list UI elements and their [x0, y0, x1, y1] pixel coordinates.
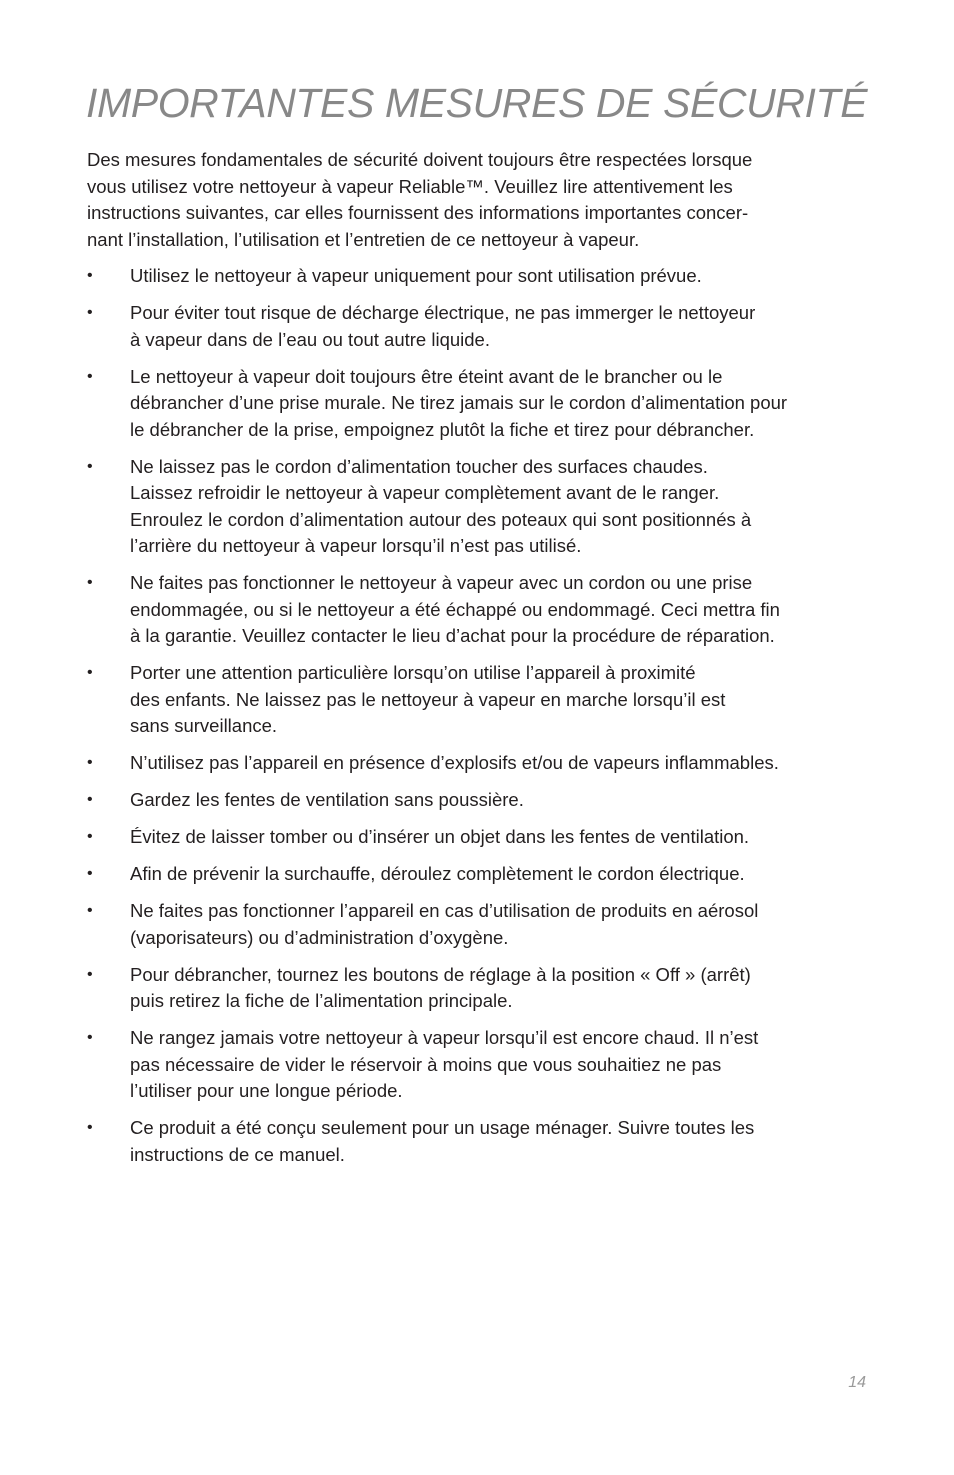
bullet-icon: •	[87, 754, 93, 771]
bullet-line: puis retirez la fiche de l’alimentation principale.	[130, 990, 513, 1011]
safety-bullet-item	[87, 898, 907, 951]
bullet-line: Ne faites pas fonctionner l’appareil en cas d’utilisation de produits en aérosol	[130, 900, 759, 921]
bullet-text	[130, 300, 907, 353]
safety-bullet-item	[87, 962, 907, 1015]
intro-line: nant l’installation, l’utilisation et l’entretien de ce nettoyeur à vapeur.	[87, 228, 640, 250]
bullet-icon: •	[87, 902, 93, 919]
bullet-text	[130, 1025, 907, 1105]
intro-line: vous utilisez votre nettoyeur à vapeur Reliable™. Veuillez lire attentivement les	[87, 175, 733, 197]
bullet-text	[130, 861, 907, 888]
bullet-line: instructions de ce manuel.	[130, 1143, 345, 1165]
bullet-text	[130, 570, 907, 650]
bullet-text	[130, 364, 907, 444]
bullet-line: Gardez les fentes de ventilation sans poussière.	[130, 789, 524, 810]
safety-bullet-item	[87, 824, 907, 851]
intro-line: instructions suivantes, car elles fournissent des informations importantes concer-	[87, 202, 749, 223]
bullet-line: (vaporisateurs) ou d’administration d’oxygène.	[130, 926, 509, 948]
bullet-line: Ce produit a été conçu seulement pour un usage ménager. Suivre toutes les	[130, 1117, 755, 1138]
safety-bullet-item	[87, 861, 907, 888]
bullet-line: endommagée, ou si le nettoyeur a été échappé ou endommagé. Ceci mettra fin	[130, 598, 780, 620]
bullet-line: à la garantie. Veuillez contacter le lieu d’achat pour la procédure de réparation.	[130, 625, 775, 646]
bullet-icon: •	[87, 791, 93, 808]
bullet-icon: •	[87, 367, 93, 385]
bullet-icon: •	[87, 865, 93, 882]
safety-bullet-item	[87, 750, 907, 777]
safety-bullet-item	[87, 1115, 907, 1168]
bullet-line: Pour éviter tout risque de décharge électrique, ne pas immerger le nettoyeur	[130, 302, 756, 323]
bullet-line: N’utilisez pas l’appareil en présence d’explosifs et/ou de vapeurs inflammables.	[130, 752, 779, 773]
bullet-line: l’arrière du nettoyeur à vapeur lorsqu’il n’est pas utilisé.	[130, 535, 582, 556]
bullet-text	[130, 750, 907, 777]
bullet-icon: •	[87, 664, 93, 681]
bullet-icon: •	[87, 965, 93, 983]
safety-bullet-item	[87, 263, 907, 290]
intro-line: Des mesures fondamentales de sécurité doivent toujours être respectées lorsque	[87, 149, 753, 170]
bullet-line: Utilisez le nettoyeur à vapeur uniquement pour sont utilisation prévue.	[130, 265, 702, 286]
bullet-icon: •	[87, 457, 93, 475]
bullet-line: Pour débrancher, tournez les boutons de réglage à la position « Off » (arrêt)	[130, 963, 751, 985]
bullet-text	[130, 898, 907, 951]
bullet-line: Ne laissez pas le cordon d’alimentation toucher des surfaces chaudes.	[130, 455, 708, 477]
safety-bullet-item	[87, 570, 907, 650]
bullet-line: débrancher d’une prise murale. Ne tirez jamais sur le cordon d’alimentation pour	[130, 392, 788, 413]
bullet-line: Ne rangez jamais votre nettoyeur à vapeur lorsqu’il est encore chaud. Il n’est	[130, 1027, 759, 1048]
bullet-line: Afin de prévenir la surchauffe, déroulez complètement le cordon électrique.	[130, 863, 745, 884]
bullet-line: Évitez de laisser tomber ou d’insérer un objet dans les fentes de ventilation.	[130, 826, 750, 847]
bullet-line: sans surveillance.	[130, 715, 278, 736]
bullet-text	[130, 454, 907, 560]
safety-bullet-item	[87, 660, 907, 740]
bullet-line: Laissez refroidir le nettoyeur à vapeur complètement avant de le ranger.	[130, 482, 720, 503]
bullet-text	[130, 787, 907, 814]
bullet-icon: •	[87, 1029, 93, 1046]
bullet-text	[130, 1115, 907, 1168]
bullet-icon: •	[87, 1119, 93, 1136]
bullet-line: le débrancher de la prise, empoignez plutôt la fiche et tirez pour débrancher.	[130, 418, 755, 440]
bullet-line: des enfants. Ne laissez pas le nettoyeur à vapeur en marche lorsqu’il est	[130, 688, 726, 710]
intro-paragraph	[87, 147, 887, 253]
safety-bullet-item	[87, 1025, 907, 1105]
bullet-line: Enroulez le cordon d’alimentation autour des poteaux qui sont positionnés à	[130, 508, 752, 530]
bullet-line: pas nécessaire de vider le réservoir à moins que vous souhaitiez ne pas	[130, 1053, 722, 1075]
bullet-line: Porter une attention particulière lorsqu’on utilise l’appareil à proximité	[130, 662, 696, 683]
bullet-icon: •	[87, 267, 93, 284]
safety-bullet-item	[87, 454, 907, 560]
bullet-text	[130, 263, 907, 290]
safety-bullet-item	[87, 787, 907, 814]
bullet-icon: •	[87, 304, 93, 321]
bullet-text	[130, 962, 907, 1015]
bullet-text	[130, 660, 907, 740]
bullet-text	[130, 824, 907, 851]
bullet-line: à vapeur dans de l’eau ou tout autre liquide.	[130, 328, 490, 350]
bullet-icon: •	[87, 828, 93, 845]
safety-bullet-list	[87, 263, 907, 1179]
safety-bullet-item	[87, 364, 907, 444]
bullet-line: Ne faites pas fonctionner le nettoyeur à vapeur avec un cordon ou une prise	[130, 572, 753, 593]
bullet-line: Le nettoyeur à vapeur doit toujours être éteint avant de le brancher ou le	[130, 365, 723, 387]
bullet-icon: •	[87, 574, 93, 591]
page-title: IMPORTANTES MESURES DE SÉCURITÉ	[86, 80, 868, 126]
bullet-line: l’utiliser pour une longue période.	[130, 1080, 403, 1101]
safety-bullet-item	[87, 300, 907, 353]
page-number: 14	[848, 1374, 866, 1391]
